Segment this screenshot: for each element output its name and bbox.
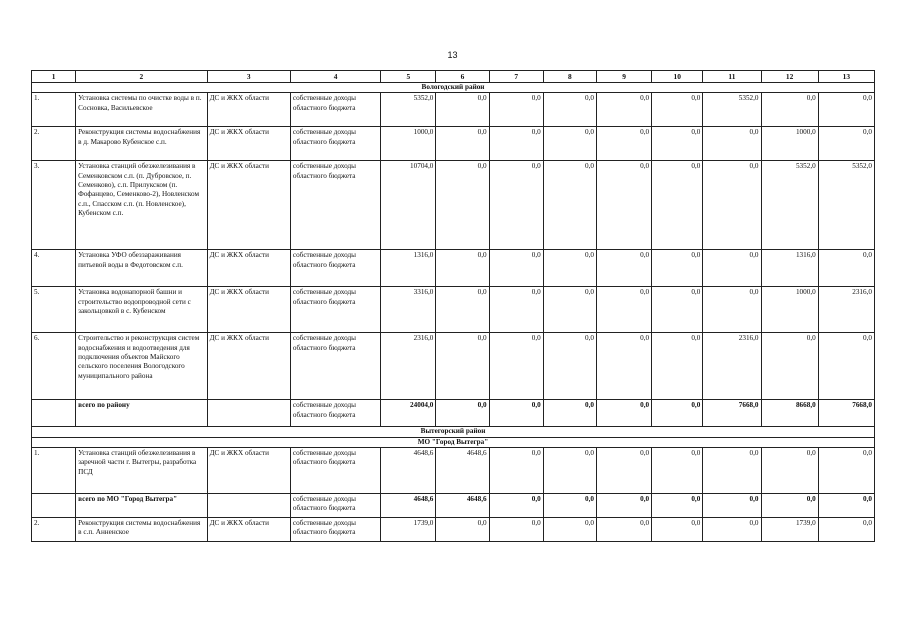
- value-cell: 0,0: [489, 400, 543, 427]
- value-cell: 0,0: [703, 287, 761, 333]
- value-cell: 1000,0: [761, 287, 818, 333]
- value-cell: 7668,0: [818, 400, 874, 427]
- value-cell: 7668,0: [703, 400, 761, 427]
- project-name: Установка станций обезжелезивания в Семенковском с.п. (п. Дубровское, п. Семенково), с.п. Прилукском (п. Фофанцево, Семенково-2), Новленском с.п., Спасском с.п. (п. Новленское), Кубенском с.п.: [76, 161, 207, 250]
- executor: ДС и ЖКХ области: [207, 250, 290, 287]
- funding-source: собственные доходы областного бюджета: [290, 127, 380, 161]
- value-cell: 0,0: [761, 494, 818, 518]
- project-name: Реконструкция системы водоснабжения в с.п. Анненское: [76, 518, 207, 542]
- value-cell: 0,0: [652, 494, 703, 518]
- value-cell: 0,0: [436, 400, 489, 427]
- value-cell: 0,0: [489, 93, 543, 127]
- value-cell: 1739,0: [381, 518, 436, 542]
- column-header: 2: [76, 71, 207, 83]
- value-cell: 0,0: [818, 127, 874, 161]
- value-cell: 0,0: [761, 333, 818, 400]
- value-cell: 0,0: [596, 161, 651, 250]
- row-number: 4.: [32, 250, 76, 287]
- value-cell: 0,0: [543, 287, 596, 333]
- value-cell: 0,0: [761, 448, 818, 494]
- column-header: 11: [703, 71, 761, 83]
- value-cell: 0,0: [652, 250, 703, 287]
- budget-table: [31, 70, 875, 542]
- value-cell: 1316,0: [761, 250, 818, 287]
- table-row: [32, 161, 875, 250]
- row-number: 1.: [32, 448, 76, 494]
- value-cell: 3316,0: [381, 287, 436, 333]
- value-cell: 0,0: [489, 448, 543, 494]
- column-header: 9: [596, 71, 651, 83]
- value-cell: 0,0: [703, 494, 761, 518]
- executor: ДС и ЖКХ области: [207, 448, 290, 494]
- row-number: 5.: [32, 287, 76, 333]
- value-cell: 2316,0: [818, 287, 874, 333]
- value-cell: 0,0: [436, 127, 489, 161]
- value-cell: 0,0: [596, 127, 651, 161]
- project-name: Строительство и реконструкция систем водоснабжения и водоотведения для подключения объектов Майского сельского поселения Вологодского муниципального района: [76, 333, 207, 400]
- value-cell: 0,0: [818, 250, 874, 287]
- project-name: Установка УФО обеззараживания питьевой воды в Федотовском с.п.: [76, 250, 207, 287]
- value-cell: 0,0: [703, 161, 761, 250]
- column-header: 6: [436, 71, 489, 83]
- value-cell: 0,0: [596, 250, 651, 287]
- value-cell: 5352,0: [381, 93, 436, 127]
- total-row: [32, 494, 875, 518]
- value-cell: 0,0: [489, 494, 543, 518]
- table-row: [32, 333, 875, 400]
- row-number: 6.: [32, 333, 76, 400]
- value-cell: 0,0: [818, 448, 874, 494]
- value-cell: 0,0: [596, 333, 651, 400]
- funding-source: собственные доходы областного бюджета: [290, 250, 380, 287]
- value-cell: 1316,0: [381, 250, 436, 287]
- total-row: [32, 400, 875, 427]
- value-cell: 0,0: [436, 287, 489, 333]
- value-cell: 8668,0: [761, 400, 818, 427]
- value-cell: 0,0: [543, 127, 596, 161]
- value-cell: 0,0: [652, 287, 703, 333]
- value-cell: 0,0: [543, 494, 596, 518]
- value-cell: 0,0: [543, 518, 596, 542]
- value-cell: 0,0: [596, 448, 651, 494]
- funding-source: собственные доходы областного бюджета: [290, 161, 380, 250]
- header-row: [32, 71, 875, 83]
- value-cell: 0,0: [489, 518, 543, 542]
- column-header: 5: [381, 71, 436, 83]
- project-name: Реконструкция системы водоснабжения в д. Макарово Кубенское с.п.: [76, 127, 207, 161]
- row-number: 1.: [32, 93, 76, 127]
- value-cell: 0,0: [489, 161, 543, 250]
- table-row: [32, 518, 875, 542]
- column-header: 1: [32, 71, 76, 83]
- value-cell: 0,0: [543, 333, 596, 400]
- table-row: [32, 287, 875, 333]
- value-cell: 0,0: [596, 93, 651, 127]
- value-cell: 24004,0: [381, 400, 436, 427]
- funding-source: собственные доходы областного бюджета: [290, 494, 380, 518]
- row-number: 2.: [32, 518, 76, 542]
- value-cell: 0,0: [436, 161, 489, 250]
- funding-source: собственные доходы областного бюджета: [290, 93, 380, 127]
- value-cell: 0,0: [818, 518, 874, 542]
- section-title: Вытегорский район: [32, 427, 875, 437]
- value-cell: 0,0: [489, 287, 543, 333]
- value-cell: 0,0: [596, 287, 651, 333]
- funding-source: собственные доходы областного бюджета: [290, 518, 380, 542]
- row-number: [32, 400, 76, 427]
- executor: ДС и ЖКХ области: [207, 518, 290, 542]
- project-name: Установка станций обезжелезивания в заречной части г. Вытегры, разработка ПСД: [76, 448, 207, 494]
- project-name: Установка водонапорной башни и строительство водопроводной сети с закольцовкой в с. Кубенском: [76, 287, 207, 333]
- column-header: 8: [543, 71, 596, 83]
- value-cell: 0,0: [489, 333, 543, 400]
- row-number: 2.: [32, 127, 76, 161]
- value-cell: 0,0: [652, 518, 703, 542]
- value-cell: 4648,6: [436, 494, 489, 518]
- value-cell: 10704,0: [381, 161, 436, 250]
- table-row: [32, 127, 875, 161]
- section-header-row: [32, 427, 875, 437]
- executor: ДС и ЖКХ области: [207, 127, 290, 161]
- funding-source: собственные доходы областного бюджета: [290, 400, 380, 427]
- value-cell: 1739,0: [761, 518, 818, 542]
- value-cell: 0,0: [543, 448, 596, 494]
- column-header: 10: [652, 71, 703, 83]
- row-number: [32, 494, 76, 518]
- column-header: 7: [489, 71, 543, 83]
- value-cell: 0,0: [596, 518, 651, 542]
- value-cell: 5352,0: [703, 93, 761, 127]
- value-cell: 0,0: [761, 93, 818, 127]
- value-cell: 0,0: [436, 93, 489, 127]
- executor: ДС и ЖКХ области: [207, 93, 290, 127]
- value-cell: 0,0: [703, 448, 761, 494]
- row-number: 3.: [32, 161, 76, 250]
- value-cell: 0,0: [543, 93, 596, 127]
- column-header: 12: [761, 71, 818, 83]
- value-cell: 2316,0: [703, 333, 761, 400]
- value-cell: 0,0: [543, 250, 596, 287]
- funding-source: собственные доходы областного бюджета: [290, 287, 380, 333]
- column-header: 13: [818, 71, 874, 83]
- section-header-row: [32, 437, 875, 447]
- table-row: [32, 93, 875, 127]
- value-cell: 0,0: [489, 250, 543, 287]
- value-cell: 0,0: [818, 333, 874, 400]
- value-cell: 0,0: [652, 333, 703, 400]
- value-cell: 0,0: [489, 127, 543, 161]
- value-cell: 0,0: [436, 333, 489, 400]
- value-cell: 0,0: [543, 400, 596, 427]
- section-title: Вологодский район: [32, 83, 875, 93]
- value-cell: 5352,0: [761, 161, 818, 250]
- value-cell: 0,0: [703, 127, 761, 161]
- project-name: всего по району: [76, 400, 207, 427]
- value-cell: 0,0: [436, 250, 489, 287]
- value-cell: 5352,0: [818, 161, 874, 250]
- funding-source: собственные доходы областного бюджета: [290, 333, 380, 400]
- executor: ДС и ЖКХ области: [207, 333, 290, 400]
- value-cell: 0,0: [652, 161, 703, 250]
- value-cell: 0,0: [596, 494, 651, 518]
- value-cell: 0,0: [703, 518, 761, 542]
- section-header-row: [32, 83, 875, 93]
- value-cell: 4648,6: [436, 448, 489, 494]
- value-cell: 4648,6: [381, 448, 436, 494]
- project-name: всего по МО "Город Вытегра": [76, 494, 207, 518]
- table-row: [32, 448, 875, 494]
- value-cell: 0,0: [818, 93, 874, 127]
- executor: [207, 494, 290, 518]
- value-cell: 0,0: [652, 448, 703, 494]
- page-number: 13: [447, 50, 458, 60]
- value-cell: 0,0: [652, 127, 703, 161]
- value-cell: 0,0: [543, 161, 596, 250]
- value-cell: 0,0: [436, 518, 489, 542]
- value-cell: 0,0: [596, 400, 651, 427]
- column-header: 4: [290, 71, 380, 83]
- value-cell: 0,0: [818, 494, 874, 518]
- value-cell: 0,0: [652, 400, 703, 427]
- value-cell: 1000,0: [761, 127, 818, 161]
- value-cell: 2316,0: [381, 333, 436, 400]
- project-name: Установка системы по очистке воды в п. Сосновка, Васильевское: [76, 93, 207, 127]
- value-cell: 0,0: [703, 250, 761, 287]
- value-cell: 4648,6: [381, 494, 436, 518]
- section-title: МО "Город Вытегра": [32, 437, 875, 447]
- value-cell: 1000,0: [381, 127, 436, 161]
- column-header: 3: [207, 71, 290, 83]
- executor: ДС и ЖКХ области: [207, 161, 290, 250]
- value-cell: 0,0: [652, 93, 703, 127]
- executor: [207, 400, 290, 427]
- funding-source: собственные доходы областного бюджета: [290, 448, 380, 494]
- table-row: [32, 250, 875, 287]
- executor: ДС и ЖКХ области: [207, 287, 290, 333]
